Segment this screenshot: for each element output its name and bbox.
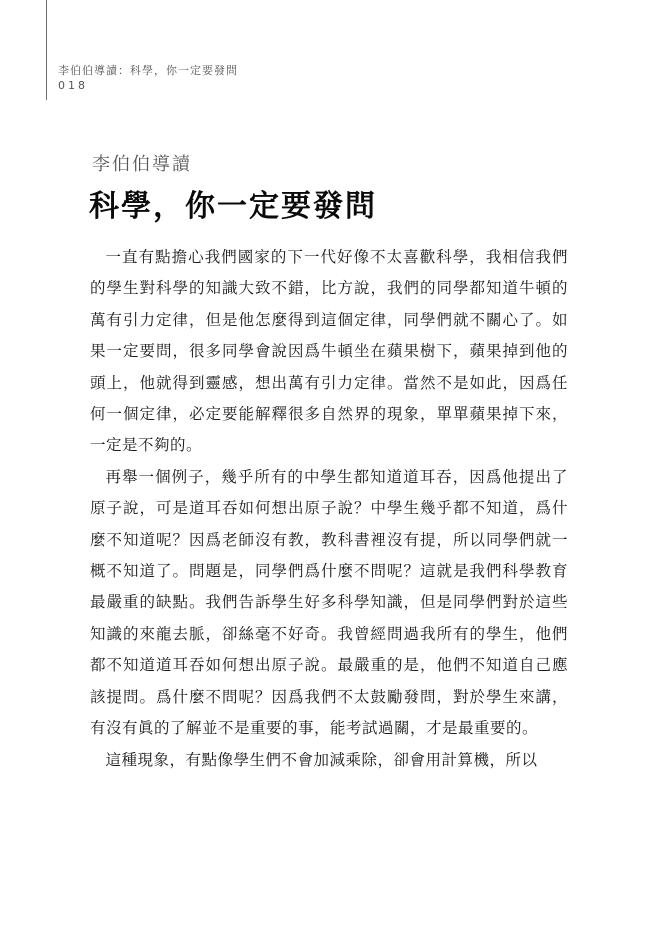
paragraph-3: 這種現象，有點像學生們不會加減乘除，卻會用計算機，所以	[105, 750, 538, 769]
running-head: 李伯伯導讀：科學，你一定要發問	[58, 64, 238, 77]
body-text	[90, 242, 568, 776]
paragraph-2: 再舉一個例子，幾乎所有的中學生都知道道耳吞，因爲他提出了原子說，可是道耳吞如何想出原子說？中學生幾乎都不知道，爲什麼不知道呢？因爲老師沒有教，教科書裡沒有提，所以同學們就一概不知道了。問題是，同學們爲什麼不問呢？這就是我們科學教育最嚴重的缺點。我們告訴學生好多科學知識，但是同學們對於這些知識的來龍去脈，卻絲毫不好奇。我曾經問過我所有的學生，他們都不知道道耳吞如何想出原子說。最嚴重的是，他們不知道自己應該提問。爲什麼不問呢？因爲我們不太鼓勵發問，對於學生來講，有沒有眞的了解並不是重要的事，能考試過關，才是最重要的。	[90, 467, 568, 738]
margin-rule	[46, 0, 47, 100]
section-label: 李伯伯導讀	[92, 154, 192, 175]
paragraph-1: 一直有點擔心我們國家的下一代好像不太喜歡科學，我相信我們的學生對科學的知識大致不錯，比方說，我們的同學都知道牛頓的萬有引力定律，但是他怎麼得到這個定律，同學們就不關心了。如果一定要問，很多同學會說因爲牛頓坐在蘋果樹下，蘋果掉到他的頭上，他就得到靈感，想出萬有引力定律。當然不是如此，因爲任何一個定律，必定要能解釋很多自然界的現象，單單蘋果掉下來，一定是不夠的。	[90, 248, 568, 455]
page-number: 018	[58, 79, 88, 92]
chapter-title: 科學，你一定要發問	[89, 189, 377, 224]
